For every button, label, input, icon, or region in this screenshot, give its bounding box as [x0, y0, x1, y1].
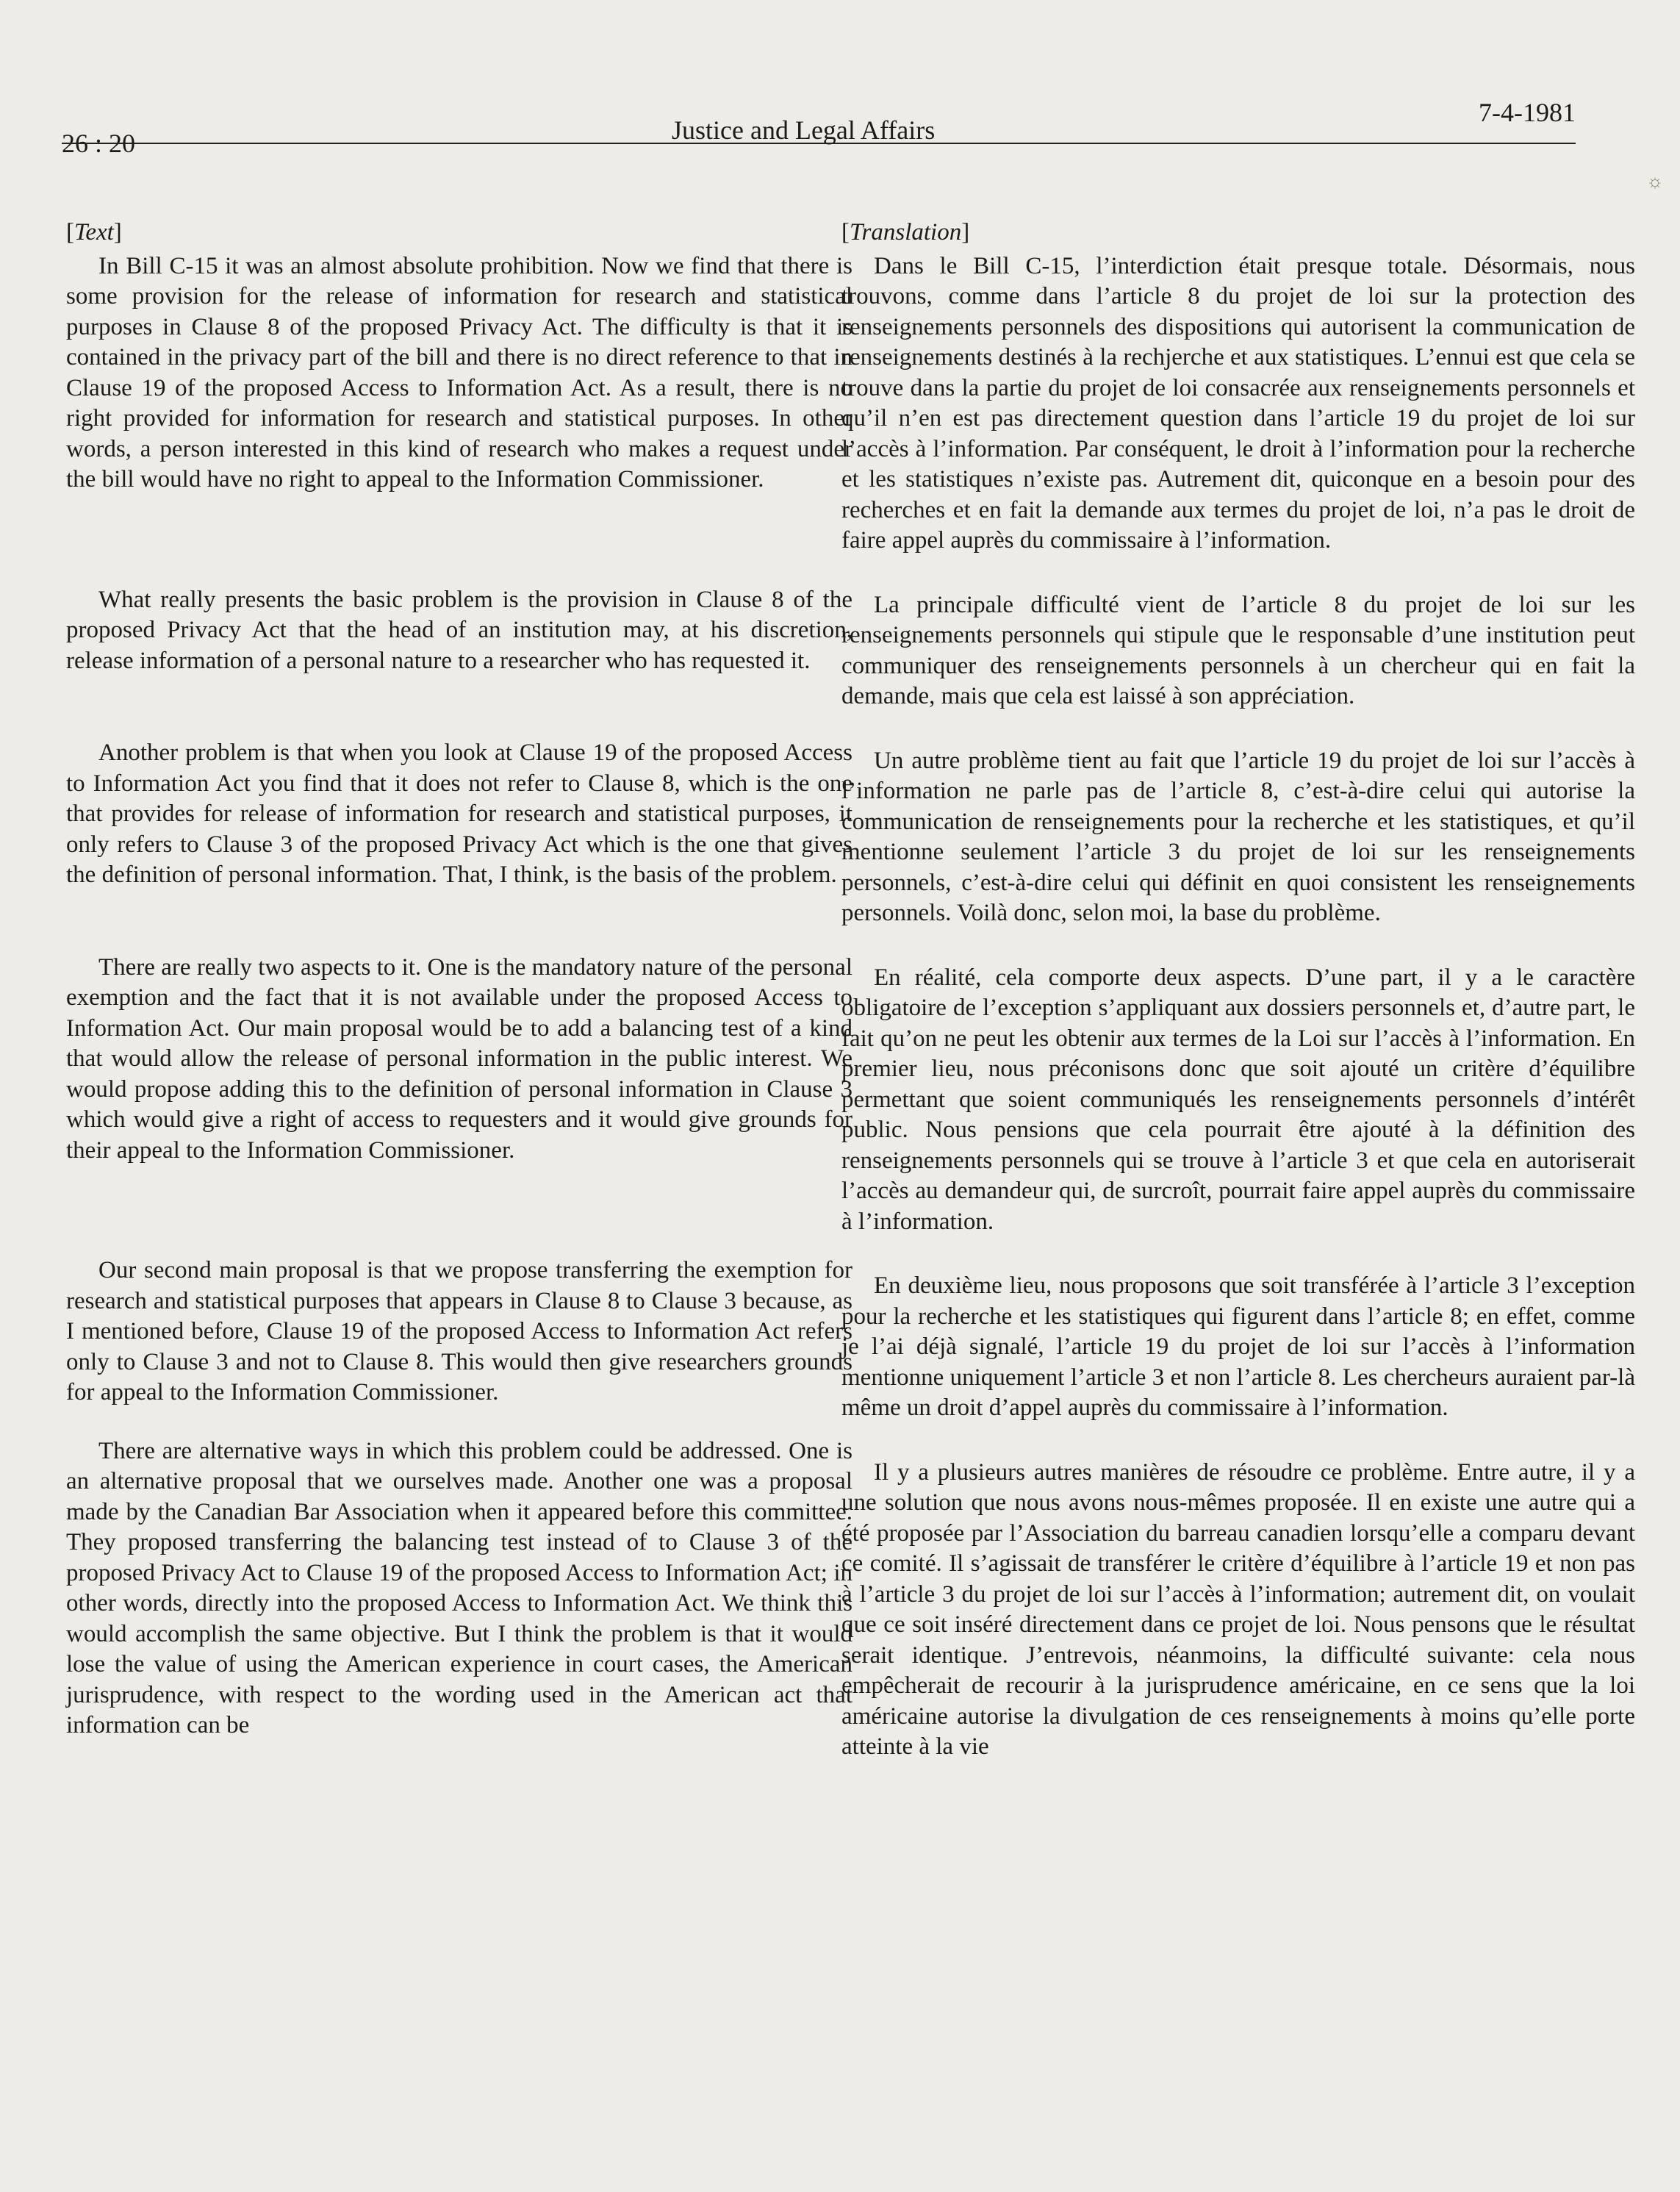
- paragraph: In Bill C-15 it was an almost absolute prohibition. Now we find that there is some provision for the release of information for research and statistical purposes in Clause 8 of the proposed Privacy Act. The difficulty is that it is contained in the privacy part of the bill and there is no direct reference to that in Clause 19 of the proposed Access to Information Act. As a result, there is no right provided for information for research and statistical purposes. In other words, a person interested in this kind of research who makes a request under the bill would have no right to appeal to the Information Commissioner.: [66, 252, 852, 493]
- paragraph: La principale difficulté vient de l’article 8 du projet de loi sur les renseignements personnels qui stipule que le responsable d’une institution peut communiquer des renseignements personnels à un chercheur qui en fait la demande, mais que cela est laissé à son appréciation.: [841, 591, 1635, 709]
- paragraph: There are alternative ways in which this problem could be addressed. One is an alternative proposal that we ourselves made. Another one was a proposal made by the Canadian Bar Association when it appeared before this committee. They proposed transferring the balancing test instead of to Clause 3 of the proposed Privacy Act to Clause 19 of the proposed Access to Information Act; in other words, directly into the proposed Access to Information Act. We think this would accomplish the same objective. But I think the problem is that it would lose the value of using the American experience in court cases, the American jurisprudence, with respect to the wording used in the American act that information can be: [66, 1437, 852, 1738]
- header-rule: [62, 143, 1576, 144]
- paragraph: Dans le Bill C-15, l’interdiction était presque totale. Désormais, nous trouvons, comme dans l’article 8 du projet de loi sur la protection des renseignements personnels des dispositions qui autorisent la communication de renseignements destinés à la rechjerche et aux statistiques. L’ennui est que cela se trouve dans la partie du projet de loi consacrée aux renseignements personnels et qu’il n’en est pas directement question dans l’article 19 du projet de loi sur l’accès à l’information. Par conséquent, le droit à l’information pour la recherche et les statistiques n’existe pas. Autrement dit, quiconque en a besoin pour des recherches et en fait la demande aux termes du projet de loi, n’a pas le droit de faire appel auprès du commissaire à l’information.: [841, 252, 1635, 554]
- issue-date: 7-4-1981: [1479, 98, 1576, 127]
- page-number: 26 : 20: [62, 129, 136, 158]
- paragraph: Another problem is that when you look at Clause 19 of the proposed Access to Information Act you find that it does not refer to Clause 8, which is the one that provides for release of information for research and statistical purposes, it only refers to Clause 3 of the proposed Privacy Act which is the one that gives the definition of personal information. That, I think, is the basis of the problem.: [66, 739, 852, 888]
- french-column: [841, 218, 1635, 1763]
- paragraph: Il y a plusieurs autres manières de résoudre ce problème. Entre autre, il y a une solution que nous avons nous-mêmes proposée. Il en existe une autre qui a été proposée par l’Association du barreau canadien lorsqu’elle a comparu devant ce comité. Il s’agissait de transférer le critère d’équilibre à l’article 19 et non pas à l’article 3 du projet de loi sur l’accès à l’information; autrement dit, on voulait que ce soit inséré directement dans ce projet de loi. Nous pensons que le résultat serait identique. J’entrevois, néanmoins, la difficulté suivante: cela nous empêcherait de recourir à la jurisprudence américaine, en ce sens que la loi américaine autorise la divulgation de ces renseignements à moins qu’elle porte atteinte à la vie: [841, 1458, 1635, 1760]
- paragraph: What really presents the basic problem is the provision in Clause 8 of the proposed Privacy Act that the head of an institution may, at his discretion, release information of a personal nature to a researcher who has requested it.: [66, 586, 852, 674]
- journal-title: Justice and Legal Affairs: [672, 115, 936, 145]
- paragraph: En deuxième lieu, nous proposons que soit transférée à l’article 3 l’exception pour la recherche et les statistiques qui figurent dans l’article 8; en effet, comme je l’ai déjà signalé, l’article 19 du projet de loi sur l’accès à l’information mentionne uniquement l’article 3 et non l’article 8. Les chercheurs auraient par-là même un droit d’appel auprès du commissaire à l’information.: [841, 1272, 1635, 1421]
- english-column: [66, 218, 852, 1741]
- paragraph: There are really two aspects to it. One is the mandatory nature of the personal exemption and the fact that it is not available under the proposed Access to Information Act. Our main proposal would be to add a balancing test of a kind that would allow the release of personal information in the public interest. We would propose adding this to the definition of personal information in Clause 3 which would give a right of access to requesters and it would give grounds for their appeal to the Information Commissioner.: [66, 953, 852, 1164]
- paragraph: Un autre problème tient au fait que l’article 19 du projet de loi sur l’accès à l’information ne parle pas de l’article 8, c’est-à-dire celui qui autorise la communication de renseignements pour la recherche et les statistiques, et qu’il mentionne seulement l’article 3 du projet de loi sur les renseignements personnels, c’est-à-dire celui qui définit en quoi consistent les renseignements personnels. Voilà donc, selon moi, la base du problème.: [841, 747, 1635, 926]
- corner-mark: ☼: [1646, 171, 1664, 192]
- column-label-translation: [Translation]: [841, 219, 970, 246]
- paragraph: En réalité, cela comporte deux aspects. D’une part, il y a le caractère obligatoire de l’exception s’appliquant aux dossiers personnels et, d’autre part, le fait qu’on ne peut les obtenir aux termes de la Loi sur l’accès à l’information. En premier lieu, nous préconisons donc que soit ajouté un critère d’équilibre permettant que soient communiqués les renseignements personnels d’intérêt public. Nous pensions que cela pourrait être ajouté à la définition des renseignements personnels qui se trouve à l’article 3 et que cela en autoriserait l’accès au demandeur qui, de surcroît, pourrait faire appel auprès du commissaire à l’information.: [841, 964, 1635, 1235]
- column-label-text: [Text]: [66, 219, 122, 246]
- page-header: [62, 97, 1576, 163]
- paragraph: Our second main proposal is that we propose transferring the exemption for research and statistical purposes that appears in Clause 8 to Clause 3 because, as I mentioned before, Clause 19 of the proposed Access to Information Act refers only to Clause 3 and not to Clause 8. This would then give researchers grounds for appeal to the Information Commissioner.: [66, 1257, 852, 1405]
